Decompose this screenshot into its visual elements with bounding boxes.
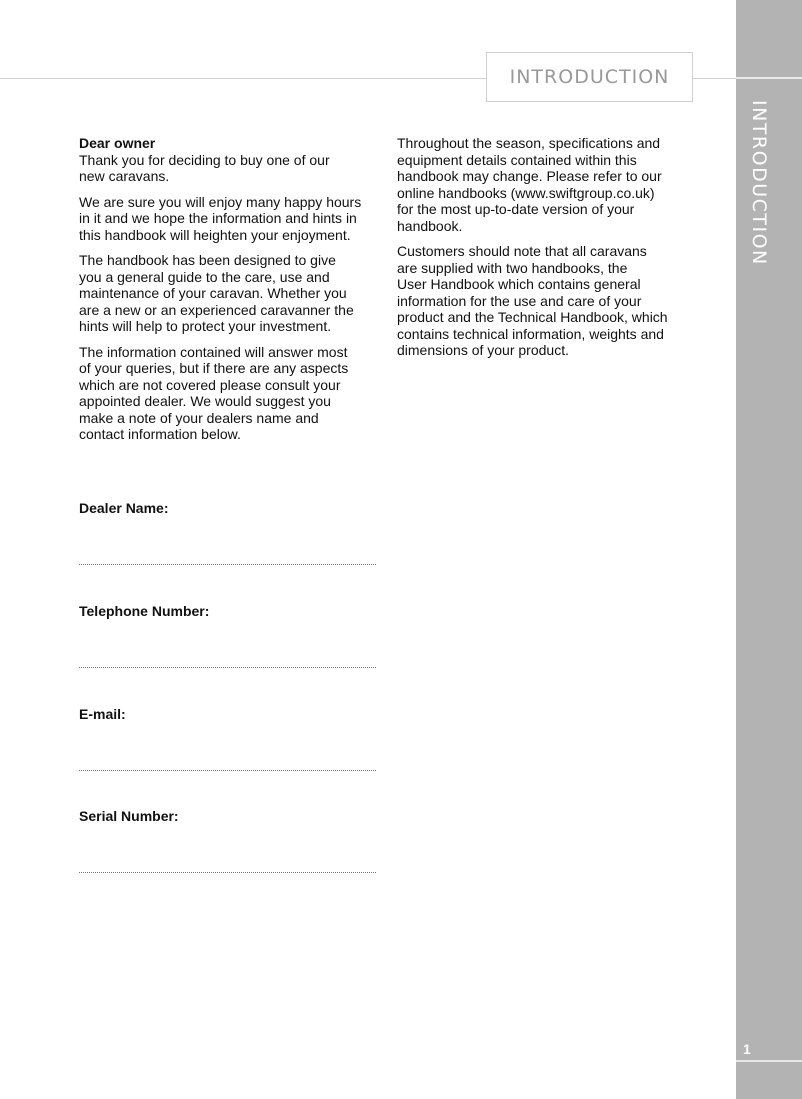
sidebar-divider	[736, 77, 802, 79]
text-line: The handbook has been designed to give	[79, 252, 336, 268]
text-line: dimensions of your product.	[397, 342, 569, 358]
text-line: for the most up-to-date version of your	[397, 201, 635, 217]
paragraph	[79, 194, 379, 244]
email-field[interactable]	[79, 706, 376, 722]
paragraph	[79, 344, 379, 443]
serial-number-field[interactable]	[79, 808, 376, 824]
dotted-line	[79, 770, 376, 771]
text-line: you a general guide to the care, use and	[79, 268, 330, 285]
field-label: E-mail:	[79, 706, 126, 722]
dealer-name-field[interactable]	[79, 500, 376, 516]
text-line: online handbooks (www.swiftgroup.co.uk)	[397, 184, 655, 201]
dotted-line	[79, 564, 376, 565]
text-line: in it and we hope the information and hints in	[79, 210, 357, 226]
sidebar-section-title: INTRODUCTION	[748, 100, 770, 266]
text-line: maintenance of your caravan. Whether you	[79, 285, 347, 301]
text-line: handbook.	[397, 217, 463, 234]
text-line: make a note of your dealers name and	[79, 409, 319, 426]
greeting-heading: Dear owner	[79, 135, 156, 151]
telephone-number-field[interactable]	[79, 603, 376, 619]
paragraph	[397, 135, 697, 234]
text-line: contact information below.	[79, 426, 241, 442]
text-line: Customers should note that all caravans	[397, 243, 647, 259]
dotted-line	[79, 872, 376, 873]
text-line: appointed dealer. We would suggest you	[79, 393, 331, 409]
text-line: are a new or an experienced caravanner the	[79, 301, 354, 318]
text-line: of your queries, but if there are any aspects	[79, 360, 349, 376]
page-number: 1	[743, 1041, 751, 1057]
paragraph	[397, 243, 697, 359]
text-line: product and the Technical Handbook, which	[397, 309, 668, 325]
text-line: hints will help to protect your investment.	[79, 318, 332, 334]
left-column	[79, 135, 379, 452]
text-line: The information contained will answer most	[79, 343, 348, 360]
text-line: contains technical information, weights and	[397, 325, 664, 342]
right-column	[397, 135, 697, 368]
text-line: information for the use and care of your	[397, 292, 642, 309]
text-line: this handbook will heighten your enjoyment.	[79, 226, 351, 243]
paragraph	[79, 252, 379, 335]
text-line: We are sure you will enjoy many happy hours	[79, 193, 362, 210]
field-label: Dealer Name:	[79, 500, 169, 516]
dotted-line	[79, 667, 376, 668]
section-header: INTRODUCTION	[486, 52, 693, 102]
field-label: Serial Number:	[79, 808, 179, 824]
text-line: equipment details contained within this	[397, 151, 637, 168]
text-line: which are not covered please consult your	[79, 376, 341, 393]
text-line: handbook may change. Please refer to our	[397, 168, 662, 184]
text-line: User Handbook which contains general	[397, 276, 641, 292]
sidebar-divider	[736, 1060, 802, 1062]
text-line: are supplied with two handbooks, the	[397, 259, 628, 276]
text-line: Thank you for deciding to buy one of our	[79, 151, 330, 168]
text-line: Throughout the season, specifications and	[397, 135, 661, 151]
field-label: Telephone Number:	[79, 603, 210, 619]
text-line: new caravans.	[79, 168, 170, 184]
